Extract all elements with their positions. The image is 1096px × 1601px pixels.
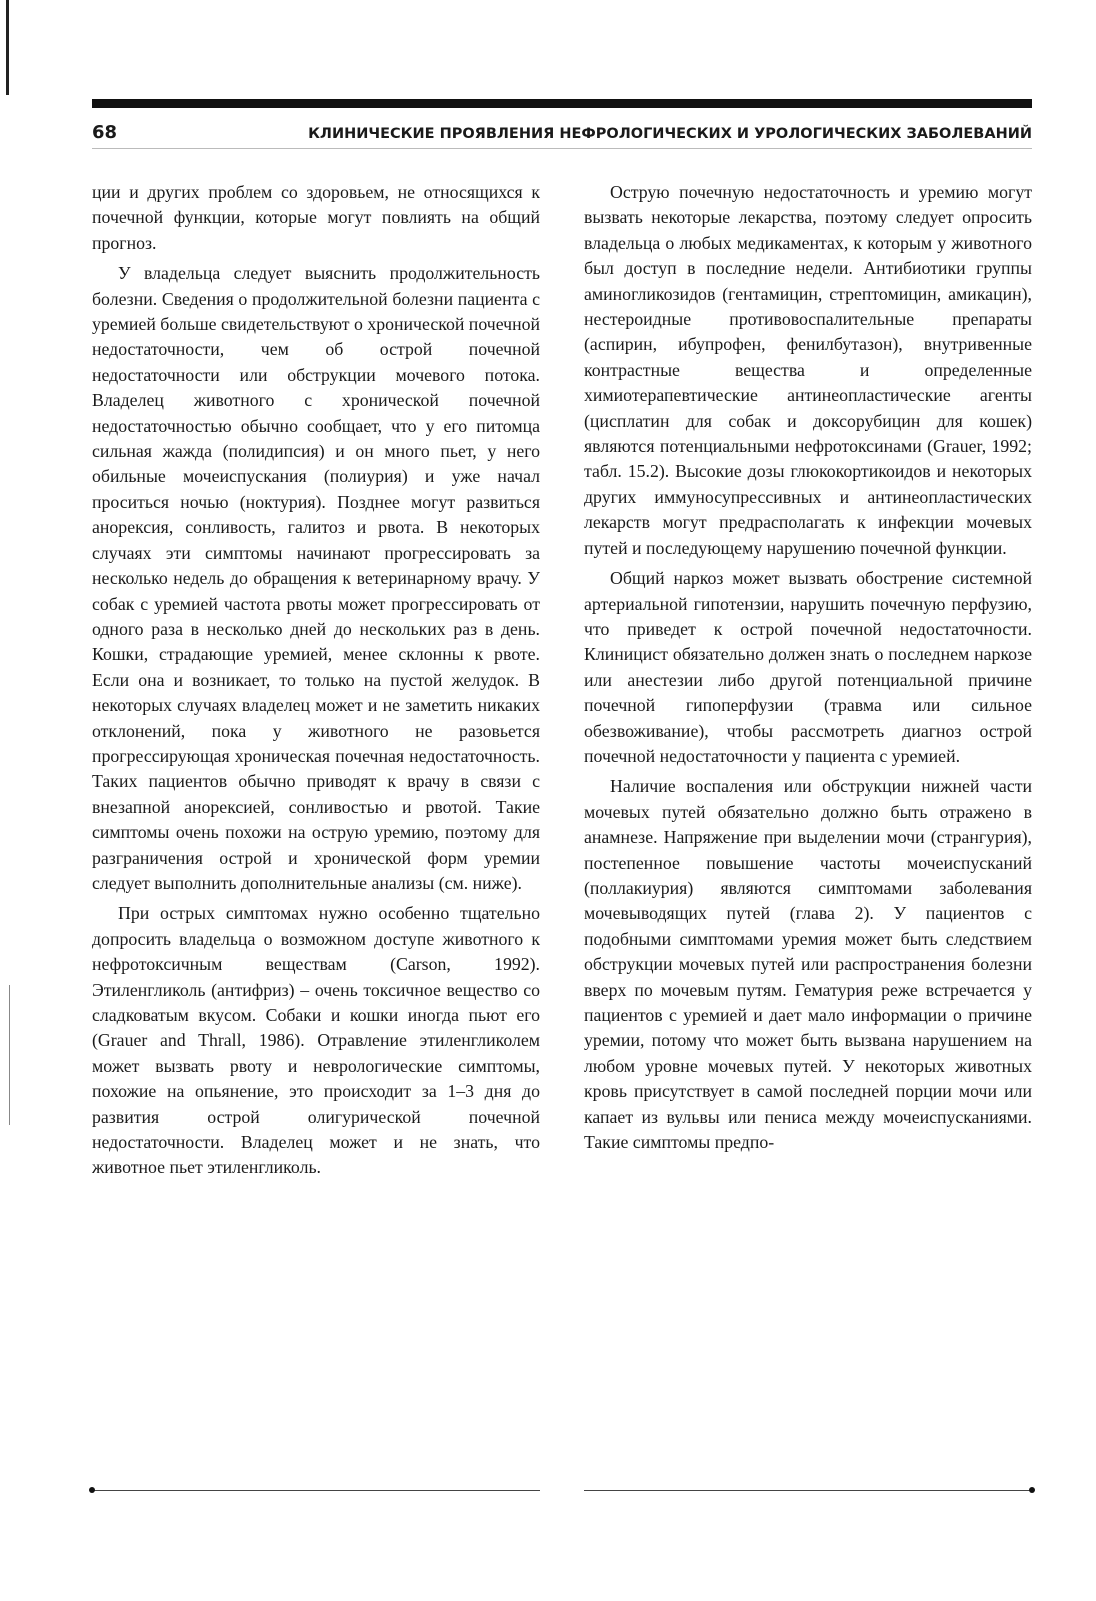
paragraph: Общий наркоз может вызвать обострение системной артериальной гипотензии, нарушить почечную перфузию, что приведет к острой почечной недостаточности. Клиницист обязательно должен знать о последнем наркозе или анестезии либо другой потенциальной причине почечной гипоперфузии (травма или сильное обезвоживание), чтобы рассмотреть диагноз острой почечной недостаточности у пациента с уремией.	[584, 568, 1032, 766]
scan-edge-mark-lower	[9, 985, 10, 1125]
paragraph: Наличие воспаления или обструкции нижней части мочевых путей обязательно должно быть отражено в анамнезе. Напряжение при выделении мочи (странгурия), постепенное повышение частоты мочеиспусканий (поллакиурия) являются симптомами заболевания мочевыводящих путей (глава 2). У пациентов с подобными симптомами уремия может быть следствием обструкции мочевых путей или распространения болезни вверх по мочевым путям. Гематурия реже встречается у пациентов с уремией и дает мало информации о причине уремии, потому что может быть вызвана нарушением на любом уровне мочевых путей. У некоторых животных кровь присутствует в самой последней порции мочи или капает из вульвы или пениса между мочеиспусканиями. Такие симптомы предпо-	[584, 776, 1032, 1153]
paragraph: При острых симптомах нужно особенно тщательно допросить владельца о возможном доступе животного к нефротоксичным веществам (Carson, 1992). Этиленгликоль (антифриз) – очень токсичное вещество со сладковатым вкусом. Собаки и кошки иногда пьют его (Grauer and Thrall, 1986). Отравление этиленгликолем может вызвать рвоту и неврологические симптомы, похожие на опьянение, это происходит за 1–3 дня до развития острой олигурической почечной недостаточности. Владелец может и не знать, что животное пьет этиленгликоль.	[92, 903, 540, 1178]
running-title: КЛИНИЧЕСКИЕ ПРОЯВЛЕНИЯ НЕФРОЛОГИЧЕСКИХ И УРОЛОГИЧЕСКИХ ЗАБОЛЕВАНИЙ	[308, 126, 1032, 142]
paragraph: У владельца следует выяснить продолжительность болезни. Сведения о продолжительной болезни пациента с уремией больше свидетельствуют о хронической почечной недостаточности, чем об острой почечной недостаточности или обструкции мочевого потока. Владелец животного с хронической почечной недостаточностью обычно сообщает, что у его питомца сильная жажда (полидипсия) и он много пьет, у него обильные мочеиспускания (полиурия) и уже начал проситься ночью (ноктурия). Позднее могут развиться анорексия, сонливость, галитоз и рвота. В некоторых случаях эти симптомы начинают прогрессировать за несколько недель до обращения к ветеринарному врачу. У собак с уремией частота рвоты может прогрессировать от одного раза в несколько дней до нескольких раз в день. Кошки, страдающие уремией, менее склонны к рвоте. Если она и возникает, то только на пустой желудок. В некоторых случаях владелец может и не заметить никаких отклонений, пока у животного не разовьется прогрессирующая хроническая почечная недостаточность. Таких пациентов обычно приводят к врачу в связи с внезапной анорексией, сонливостью и рвотой. Такие симптомы очень похожи на острую уремию, поэтому для разграничения острой и хронической форм уремии следует выполнить дополнительные анализы (см. ниже).	[92, 263, 541, 893]
left-column	[92, 180, 540, 1181]
footer-dot-left	[89, 1487, 95, 1493]
footer-dot-right	[1029, 1487, 1035, 1493]
page-number: 68	[92, 122, 118, 143]
page-header	[92, 122, 1032, 144]
header-underline	[92, 148, 1032, 149]
paragraph: ции и других проблем со здоровьем, не относящихся к почечной функции, которые могут повлиять на общий прогноз.	[92, 182, 540, 253]
right-column	[584, 180, 1032, 1155]
footer-rule-left	[92, 1490, 540, 1491]
scan-edge-mark	[6, 0, 9, 95]
paragraph: Острую почечную недостаточность и уремию могут вызвать некоторые лекарства, поэтому следует опросить владельца о любых медикаментах, к которым у животного был доступ в последние недели. Антибиотики группы аминогликозидов (гентамицин, стрептомицин, амикацин), нестероидные противовоспалительные препараты (аспирин, ибупрофен, фенилбутазон), внутривенные контрастные вещества и определенные химиотерапевтические антинеопластические агенты (цисплатин для собак и доксорубицин для кошек) являются потенциальными нефротоксинами (Grauer, 1992; табл. 15.2). Высокие дозы глюкокортикоидов и некоторых других иммуносупрессивных и антинеопластических лекарств могут предрасполагать к инфекции мочевых путей и последующему нарушению почечной функции.	[584, 182, 1032, 558]
header-top-rule	[92, 99, 1032, 108]
footer-rule-right	[584, 1490, 1032, 1491]
